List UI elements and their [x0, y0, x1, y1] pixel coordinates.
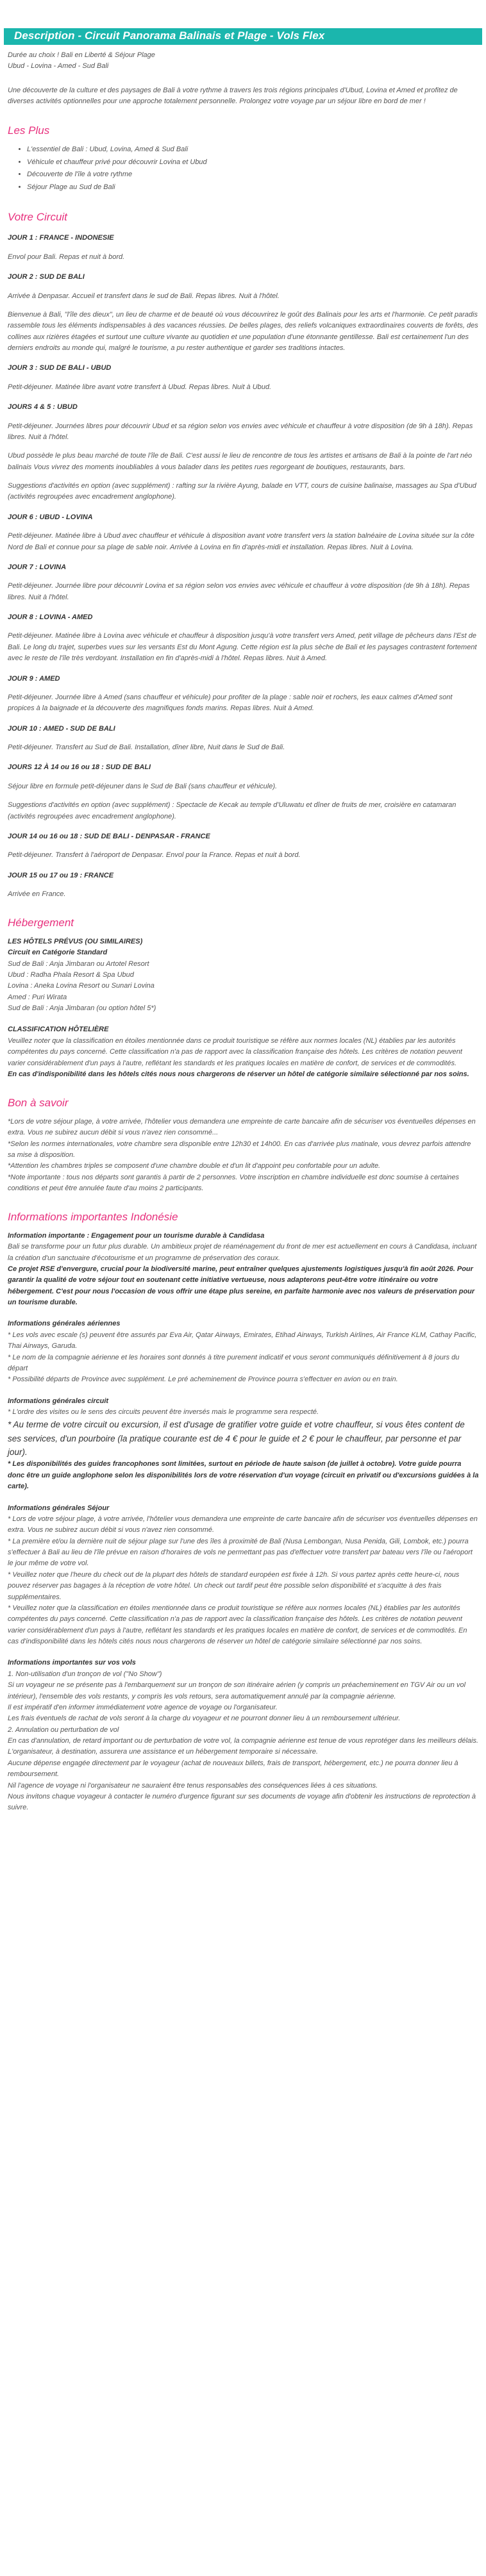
circuit-info-line: * L'ordre des visites ou le sens des circuits peuvent être inversés mais le programme sera respecté.: [8, 1408, 319, 1417]
note-line: *Note importante : tous nos départs sont garantis à partir de 2 personnes. Votre inscription en chambre individuelle est donc soumise à certaines conditions et peut être annulée faute d'au moins 2 participants.: [8, 1173, 459, 1192]
flight-info-line: Les frais éventuels de rachat de vols seront à la charge du voyageur et ne pourront donner lieu à un remboursement ultérieur.: [8, 1715, 401, 1723]
day-text: Petit-déjeuner. Journée libre pour découvrir Lovina et sa région selon vos envies avec véhicule et chauffeur à votre disposition (de 9h à 18h). Repas libres. Nuit à l'hôtel.: [8, 582, 470, 601]
day-text: Bienvenue à Bali, "l'île des dieux", un lieu de charme et de beauté où vous découvrirez le goût des Balinais pour les arts et l'harmonie. Ce petit paradis rassemble tous les éléments indispensables à des vacances réussies. De belles plages, des reliefs volcaniques extraordinaires couverts de forêts, des collines aux rizières étagées et surtout une culture vivante au quotidien et une population d'une étonnante gentillesse. Bali est certainement l'un des derniers endroits au monde qui, malgré le tourisme, a pu rester authentique et garder ses traditions intactes.: [8, 310, 478, 353]
itinerary-day: [8, 724, 480, 754]
section-title-savoir: Bon à savoir: [8, 1097, 69, 1109]
intro: [8, 50, 480, 108]
day-title: JOUR 1 : FRANCE - INDONESIE: [8, 234, 114, 242]
day-title: JOUR 3 : SUD DE BALI - UBUD: [8, 364, 112, 372]
hotel-line: Sud de Bali : Anja Jimbaran (ou option hôtel 5*): [8, 1004, 156, 1013]
air-info-line: * Possibilité départs de Province avec supplément. Le pré acheminement de Province pourra s'effectuer en avion ou en train.: [8, 1375, 398, 1384]
itinerary-day: [8, 612, 480, 665]
day-text: Arrivée en France.: [8, 890, 66, 899]
stay-info-line: * La première et/ou la dernière nuit de séjour plage sur l'une des îles à proximité de Bali (Nusa Lembongan, Nusa Penida, Gili, Lombok, etc.) pourra s'effectuer à Bali au lieu de l'île prévue en raison d'horaires de vols ne permettant pas pas d'effectuer votre transfert par bateau vers l'île ou l'aéroport le jour même de votre vol.: [8, 1537, 473, 1568]
classification-text: Veuillez noter que la classification en étoiles mentionnée dans ce produit touristique se réfère aux normes locales (NL) établies par les autorités compétentes du pays concerné. Cette classification n'a pas de rapport avec la classification française des hôtels. Les critères de notation peuvent varier considérablement d'un pays à l'autre, reflétant les standards et les pratiques locales en matière de confort, de services et de commodités.: [8, 1036, 462, 1067]
day-text: Arrivée à Denpasar. Accueil et transfert dans le sud de Bali. Repas libres. Nuit à l'hôtel.: [8, 292, 280, 300]
section-title-plus: Les Plus: [8, 124, 50, 137]
itinerary-day: [8, 233, 480, 263]
flight-info-line: 1. Non-utilisation d'un tronçon de vol ("No Show"): [8, 1670, 162, 1678]
info-text-bold: Ce projet RSE d'envergure, crucial pour la biodiversité marine, peut entraîner quelques ajustements logistiques jusqu'à fin août 2026. Pour garantir la qualité de votre séjour tout en soutenant cette initiative vertueuse, nous adapterons peut-être votre itinéraire ou votre hébergement. C'est pour nous l'occasion de vous offrir une étape plus sereine, en parfaite harmonie avec nos valeurs de préservation pour un tourisme durable.: [8, 1265, 475, 1307]
stay-info-line: * Veuillez noter que l'heure du check out de la plupart des hôtels de standard européen est fixée à 12h. Si vous partez après cette heure-ci, nous pouvez réserver pas bagages à la réception de votre hôtel. Un check out tardif peut être possible selon disponibilité et s'acquitte à des frais supplémentaires.: [8, 1570, 460, 1601]
air-info-line: * Le nom de la compagnie aérienne et les horaires sont donnés à titre purement indicatif et vous seront communiqués définitivement à 8 jours du départ: [8, 1353, 460, 1372]
important-info: [8, 1231, 480, 1814]
section-title-infos: Informations importantes Indonésie: [8, 1211, 178, 1224]
day-text: Séjour libre en formule petit-déjeuner dans le Sud de Bali (sans chauffeur et véhicule).: [8, 782, 278, 790]
hotels-section: [8, 936, 480, 1081]
plus-item: • L'essentiel de Bali : Ubud, Lovina, Amed & Sud Bali: [27, 144, 480, 156]
circuit-info-tip: * Au terme de votre circuit ou excursion, il est d'usage de gratifier votre guide et votre chauffeur, si vous êtes content de ses services, d'un pourboire (la pratique courante est de 4 € pour le guide et 2 € pour le chauffeur, par personne et par jour).: [8, 1420, 465, 1458]
day-text: Suggestions d'activités en option (avec supplément) : Spectacle de Kecak au temple d'Uluwatu et dîner de fruits de mer, croisière en catamaran (activités regroupées avec encadrement anglophone).: [8, 801, 457, 820]
day-title: JOURS 4 & 5 : UBUD: [8, 403, 78, 411]
itinerary-day: [8, 562, 480, 603]
day-title: JOUR 6 : UBUD - LOVINA: [8, 513, 93, 521]
day-title: JOUR 10 : AMED - SUD DE BALI: [8, 724, 115, 733]
day-text: Petit-déjeuner. Matinée libre à Lovina avec véhicule et chauffeur à disposition jusqu'à votre transfert vers Amed, petit village de pêcheurs dans l'Est de Bali. Le long du trajet, superbes vues sur les versants Est du Mont Agung. Cette région est la plus sèche de Bali et les paysages contrastent fortement avec le reste de l'île très verdoyant. Installation en fin d'après-midi à l'hôtel. Repas libres. Nuit à Amed.: [8, 632, 477, 663]
flight-info-line: Nous invitons chaque voyageur à contacter le numéro d'urgence figurant sur ses documents de voyage afin d'obtenir les instructions de reprotection à suivre.: [8, 1792, 476, 1812]
info-heading: Information importante : Engagement pour un tourisme durable à Candidasa: [8, 1231, 265, 1240]
hotels-heading: LES HÔTELS PRÉVUS (OU SIMILAIRES): [8, 937, 143, 945]
day-text: Petit-déjeuner. Transfert à l'aéroport de Denpasar. Envol pour la France. Repas et nuit à bord.: [8, 851, 301, 860]
plus-list: [8, 144, 480, 194]
note-line: *Selon les normes internationales, votre chambre sera disponible entre 12h30 et 14h00. En cas d'arrivée plus matinale, vous devrez parfois attendre sa mise à disposition.: [8, 1140, 471, 1159]
plus-item: • Séjour Plage au Sud de Bali: [27, 181, 480, 194]
good-to-know: [8, 1117, 480, 1195]
section-title-hebergement: Hébergement: [8, 917, 74, 929]
hotels-category: Circuit en Catégorie Standard: [8, 949, 108, 957]
itinerary-day: [8, 272, 480, 354]
day-text: Petit-déjeuner. Journée libre à Amed (sans chauffeur et véhicule) pour profiter de la plage : sable noir et rochers, les eaux calmes d'Amed sont propices à la baignade et la découverte des magnifiques fonds marins. Repas libres. Nuit à Amed.: [8, 693, 453, 713]
flight-info-line: Il est impératif d'en informer immédiatement votre agence de voyage ou l'organisateur.: [8, 1703, 278, 1711]
stay-info-line: * Veuillez noter que la classification en étoiles mentionnée dans ce produit touristique se réfère aux normes locales (NL) établies par les autorités compétentes du pays concerné. Cette classification n'a pas de rapport avec la classification française des hôtels. Les critères de notation peuvent varier considérablement d'un pays à l'autre, reflétant les standards et les pratiques locales en matière de confort, de services et de commodités. En cas d'indisponibilité dans les hôtels cités nous nous chargerons de réserver un hôtel de catégorie similaire sélectionné par nos soins.: [8, 1604, 467, 1645]
flight-info-line: Nil l'agence de voyage ni l'organisateur ne sauraient être tenus responsables des conséquences liées à ces situations.: [8, 1781, 378, 1790]
day-text: Suggestions d'activités en option (avec supplément) : rafting sur la rivière Ayung, balade en VTT, cours de cuisine balinaise, massages au Spa d'Ubud (activités regroupées avec encadrement anglophone).: [8, 482, 476, 501]
hotel-line: Amed : Puri Wirata: [8, 993, 67, 1001]
day-text: Envol pour Bali. Repas et nuit à bord.: [8, 253, 125, 261]
circuit-info-guides: * Les disponibilités des guides francophones sont limitées, surtout en période de haute saison (de juillet à octobre). Votre guide pourra donc être un guide anglophone selon les disponibilités lors de votre réservation d'un voyage (circuit en privatif ou d'excursions guidées à la carte).: [8, 1460, 479, 1491]
note-line: *Lors de votre séjour plage, à votre arrivée, l'hôtelier vous demandera une empreinte de carte bancaire afin de sécuriser vos éventuelles dépenses en extra. Vous ne subirez aucun débit si vous n'avez rien consommé...: [8, 1117, 476, 1137]
itinerary-day: [8, 762, 480, 822]
hotel-line: Ubud : Radha Phala Resort & Spa Ubud: [8, 970, 134, 979]
flight-info-line: En cas d'annulation, de retard important ou de perturbation de votre vol, la compagnie aérienne est tenue de vous reprotéger dans les meilleurs délais.: [8, 1737, 479, 1745]
day-title: JOUR 8 : LOVINA - AMED: [8, 613, 93, 622]
itinerary-day: [8, 363, 480, 393]
itinerary-day: [8, 831, 480, 861]
day-text: Petit-déjeuner. Transfert au Sud de Bali. Installation, dîner libre, Nuit dans le Sud de Bali.: [8, 744, 285, 752]
content: [4, 50, 482, 1814]
hotel-line: Lovina : Aneka Lovina Resort ou Sunari Lovina: [8, 982, 155, 990]
day-text: Ubud possède le plus beau marché de toute l'île de Bali. C'est aussi le lieu de rencontre de tous les artistes et artisans de Bali à la pointe de l'art néo balinais Vous vivrez des moments inoubliables à vous balader dans les petites rues regorgeant de boutiques, restaurants, bars.: [8, 452, 473, 471]
page-title: Description - Circuit Panorama Balinais et Plage - Vols Flex: [14, 29, 325, 42]
classification-heading: CLASSIFICATION HÔTELIÈRE: [8, 1026, 109, 1034]
flight-info-line: 2. Annulation ou perturbation de vol: [8, 1725, 119, 1734]
itinerary: [8, 233, 480, 900]
hotel-line: Sud de Bali : Anja Jimbaran ou Artotel Resort: [8, 960, 149, 968]
air-info-heading: Informations générales aériennes: [8, 1320, 121, 1328]
circuit-info-heading: Informations générales circuit: [8, 1397, 109, 1405]
info-text: Bali se transforme pour un futur plus durable. Un ambitieux projet de réaménagement du front de mer est actuellement en cours à Candidasa, incluant la création d'un sanctuaire d'écotourisme et un programme de préservation des coraux.: [8, 1243, 477, 1262]
stay-info-line: * Lors de votre séjour plage, à votre arrivée, l'hôtelier vous demandera une empreinte de carte bancaire afin de sécuriser vos éventuelles dépenses en extra. Vous ne subirez aucun débit si vous n'avez rien consommé.: [8, 1515, 478, 1534]
day-text: Petit-déjeuner. Matinée libre à Ubud avec chauffeur et véhicule à disposition avant votre transfert vers la station balnéaire de Lovina située sur la côte Nord de Bali et connue pour sa plage de sable noir. Arrivée à Lovina en fin d'après-midi et installation. Repas libres. Nuit à Lovina.: [8, 532, 474, 551]
section-title-circuit: Votre Circuit: [8, 211, 67, 224]
day-text: Petit-déjeuner. Journées libres pour découvrir Ubud et sa région selon vos envies avec véhicule et chauffeur à votre disposition (de 9h à 18h). Repas libres. Nuit à l'hôtel.: [8, 422, 473, 441]
day-title: JOUR 2 : SUD DE BALI: [8, 273, 85, 281]
day-title: JOUR 15 ou 17 ou 19 : FRANCE: [8, 871, 114, 879]
day-title: JOURS 12 À 14 ou 16 ou 18 : SUD DE BALI: [8, 763, 151, 772]
flight-info-line: Si un voyageur ne se présente pas à l'embarquement sur un tronçon de son itinéraire aérien (y compris un préacheminement en TGV Air ou un vol intérieur), l'ensemble des vols restants, y compris les vols retours, sera automatiquement annulé par la compagnie aérienne.: [8, 1681, 466, 1700]
note-line: *Attention les chambres triples se composent d'une chambre double et d'un lit d'appoint peu confortable pour un adulte.: [8, 1162, 381, 1170]
itinerary-day: [8, 512, 480, 553]
plus-item: • Véhicule et chauffeur privé pour découvrir Lovina et Ubud: [27, 156, 480, 169]
day-title: JOUR 9 : AMED: [8, 674, 60, 683]
intro-route: Ubud - Lovina - Amed - Sud Bali: [8, 62, 109, 71]
stay-info-heading: Informations générales Séjour: [8, 1504, 110, 1512]
day-text: Petit-déjeuner. Matinée libre avant votre transfert à Ubud. Repas libres. Nuit à Ubud.: [8, 383, 272, 391]
flight-info-line: Aucune dépense engagée directement par le voyageur (achat de nouveaux billets, frais de transport, hébergement, etc.) ne pourra donner lieu à remboursement.: [8, 1759, 458, 1779]
intro-duration: Durée au choix ! Bali en Liberté & Séjour Plage: [8, 51, 155, 59]
classification-note: En cas d'indisponibilité dans les hôtels cités nous nous chargerons de réserver un hôtel de catégorie similaire sélectionné par nos soins.: [8, 1070, 469, 1078]
day-title: JOUR 7 : LOVINA: [8, 563, 67, 571]
itinerary-day: [8, 870, 480, 901]
plus-item: • Découverte de l'île à votre rythme: [27, 169, 480, 181]
flight-info-heading: Informations importantes sur vos vols: [8, 1659, 136, 1667]
intro-text: Une découverte de la culture et des paysages de Bali à votre rythme à travers les trois régions principales d'Ubud, Lovina et Amed et profitez de diverses activités optionnelles pour une approche totalement personnelle. Prolongez votre voyage par un séjour libre en bord de mer !: [8, 86, 458, 106]
day-title: JOUR 14 ou 16 ou 18 : SUD DE BALI - DENPASAR - FRANCE: [8, 832, 210, 840]
itinerary-day: [8, 674, 480, 715]
itinerary-day: [8, 402, 480, 503]
air-info-line: * Les vols avec escale (s) peuvent être assurés par Eva Air, Qatar Airways, Emirates, Etihad Airways, Turkish Airlines, Air France KLM, Cathay Pacific, Thai Airways, Garuda.: [8, 1331, 477, 1350]
page-title-banner: [4, 28, 482, 45]
flight-info-line: L'organisateur, à destination, assurera une assistance et un hébergement temporaire si nécessaire.: [8, 1748, 318, 1756]
page: [0, 28, 486, 2576]
